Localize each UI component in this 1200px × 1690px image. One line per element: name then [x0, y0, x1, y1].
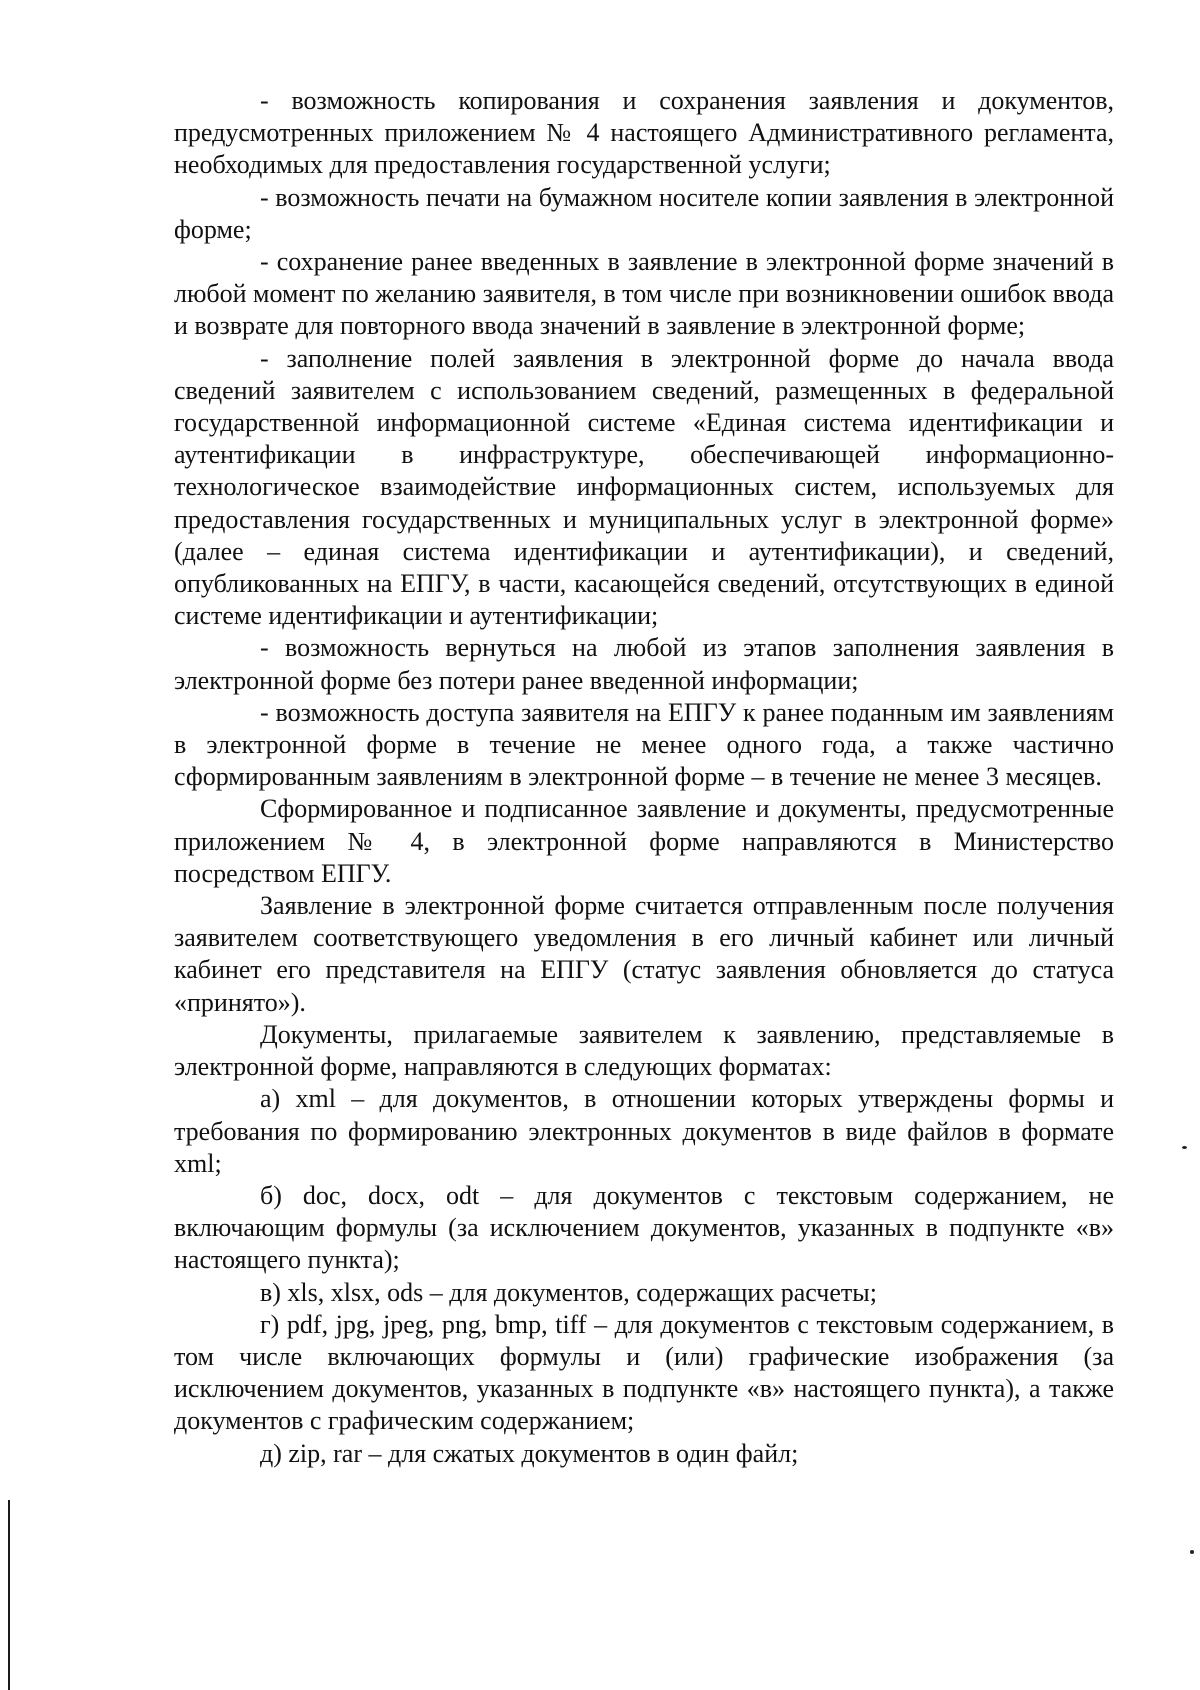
scan-speck — [1190, 1550, 1194, 1554]
scan-edge-line — [8, 1500, 10, 1690]
format-item-xml: а) xml – для документов, в отношении которых утверждены формы и требования по формированию электронных документов в виде файлов в формате xml; — [174, 1084, 1114, 1178]
paragraph-save-values: - сохранение ранее введенных в заявление в электронной форме значений в любой момент по желанию заявителя, в том числе при возникновении ошибок ввода и возврате для повторного ввода значений в заявление в электронной форме; — [174, 247, 1114, 341]
paragraph-formats-intro: Документы, прилагаемые заявителем к заявлению, представляемые в электронной форме, направляются в следующих форматах: — [174, 1019, 1114, 1082]
paragraph-submission: Сформированное и подписанное заявление и документы, предусмотренные приложением № 4, в электронной форме направляются в Министерство посредством ЕПГУ. — [174, 794, 1114, 888]
document-body — [174, 85, 1114, 1470]
format-item-pdf: г) pdf, jpg, jpeg, png, bmp, tiff – для документов с текстовым содержанием, в том числе включающих формулы и (или) графические изображения (за исключением документов, указанных в подпункте «в» настоящего пункта), а также документов с графическим содержанием; — [174, 1309, 1114, 1436]
paragraph-sent-status: Заявление в электронной форме считается отправленным после получения заявителем соответствующего уведомления в его личный кабинет или личный кабинет его представителя на ЕПГУ (статус заявления обновляется до статуса «принято»). — [174, 891, 1114, 1017]
paragraph-print: - возможность печати на бумажном носителе копии заявления в электронной форме; — [174, 182, 1114, 244]
paragraph-autofill: - заполнение полей заявления в электронной форме до начала ввода сведений заявителем с использованием сведений, размещенных в федеральной государственной информационной системе «Единая система идентификации и аутентификации в инфраструктуре, обеспечивающей информационно-технологическое взаимодействие информационных систем, используемых для предоставления государственных и муниципальных услуг в электронной форме» (далее – единая система идентификации и аутентификации), и сведений, опубликованных на ЕПГУ, в части, касающейся сведений, отсутствующих в единой системе идентификации и аутентификации; — [174, 343, 1114, 631]
format-item-zip: д) zip, rar – для сжатых документов в один файл; — [260, 1438, 799, 1468]
paragraph-copy-save: - возможность копирования и сохранения заявления и документов, предусмотренных приложением № 4 настоящего Административного регламента, необходимых для предоставления государственной услуги; — [174, 86, 1114, 180]
paragraph-access: - возможность доступа заявителя на ЕПГУ к ранее поданным им заявлениям в электронной форме в течение не менее одного года, а также частично сформированным заявлениям в электронной форме – в течение не менее 3 месяцев. — [174, 697, 1114, 792]
format-item-doc: б) doc, docx, odt – для документов с текстовым содержанием, не включающим формулы (за исключением документов, указанных в подпункте «в» настоящего пункта); — [174, 1180, 1114, 1275]
format-item-xls: в) xls, xlsx, ods – для документов, содержащих расчеты; — [260, 1277, 877, 1307]
scan-speck — [1182, 1146, 1187, 1149]
paragraph-return-step: - возможность вернуться на любой из этапов заполнения заявления в электронной форме без потери ранее введенной информации; — [174, 633, 1114, 695]
